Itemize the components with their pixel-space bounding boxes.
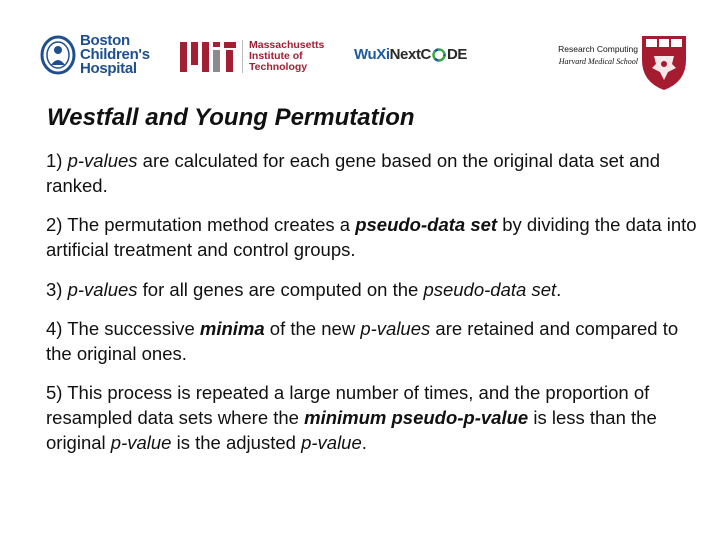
bch-logo	[40, 34, 150, 76]
step-item	[46, 277, 706, 302]
text-run: are calculated for each gene based on the original data set and ranked.	[46, 150, 661, 196]
bch-line: Children's	[80, 46, 150, 63]
text-run: p-values	[67, 279, 138, 300]
text-run: p-values	[67, 150, 138, 171]
slide-title: Westfall and Young Permutation	[47, 104, 415, 131]
text-run: minimum pseudo-p-value	[304, 407, 529, 428]
step-item	[46, 316, 706, 366]
wuxi-text: WuXi	[354, 46, 390, 63]
text-run: .	[556, 279, 562, 300]
nextc-text: NextC	[389, 46, 431, 63]
rc-subtitle: Harvard Medical School	[558, 57, 638, 66]
step-list	[46, 148, 706, 469]
text-run: .	[361, 432, 367, 453]
mit-line: Massachusetts	[249, 39, 325, 51]
text-run: pseudo-data set	[423, 279, 557, 300]
mit-mark-icon	[180, 42, 236, 72]
text-run: is less than the original	[46, 407, 657, 453]
dna-o-icon	[432, 48, 446, 62]
text-run: 5) This process is repeated a large number of times, and the proportion of resampled data sets where the	[46, 382, 650, 428]
text-run: of the new	[264, 318, 361, 339]
text-run: 4) The successive	[46, 318, 200, 339]
harvard-shield-icon	[640, 34, 688, 92]
text-run: is the adjusted	[171, 432, 302, 453]
text-run: by dividing the data into artificial treatment and control groups.	[46, 214, 697, 260]
step-item	[46, 148, 706, 198]
step-item	[46, 380, 706, 455]
de-text: DE	[446, 46, 468, 63]
logo-header	[0, 0, 720, 100]
text-run: for all genes are computed on the	[137, 279, 424, 300]
mit-line: Institute of	[249, 50, 303, 62]
text-run: minima	[199, 318, 265, 339]
mit-logo	[180, 40, 324, 73]
mit-wordmark	[242, 40, 324, 73]
mit-line: Technology	[249, 61, 308, 73]
rc-title: Research Computing	[558, 44, 638, 54]
bch-wordmark	[80, 34, 150, 76]
wuxi-nextcode-logo	[354, 46, 467, 63]
bch-line: Hospital	[80, 60, 137, 77]
text-run: p-value	[301, 432, 362, 453]
text-run: 3)	[46, 279, 68, 300]
research-computing-label	[538, 44, 638, 66]
text-run: p-values	[360, 318, 431, 339]
text-run: are retained and compared to the original ones.	[46, 318, 679, 364]
step-item	[46, 212, 706, 262]
text-run: 2) The permutation method creates a	[46, 214, 356, 235]
bch-seal-icon	[40, 35, 76, 75]
text-run: 1)	[46, 150, 68, 171]
bch-line: Boston	[80, 32, 130, 49]
text-run: pseudo-data set	[355, 214, 498, 235]
text-run: p-value	[110, 432, 172, 453]
